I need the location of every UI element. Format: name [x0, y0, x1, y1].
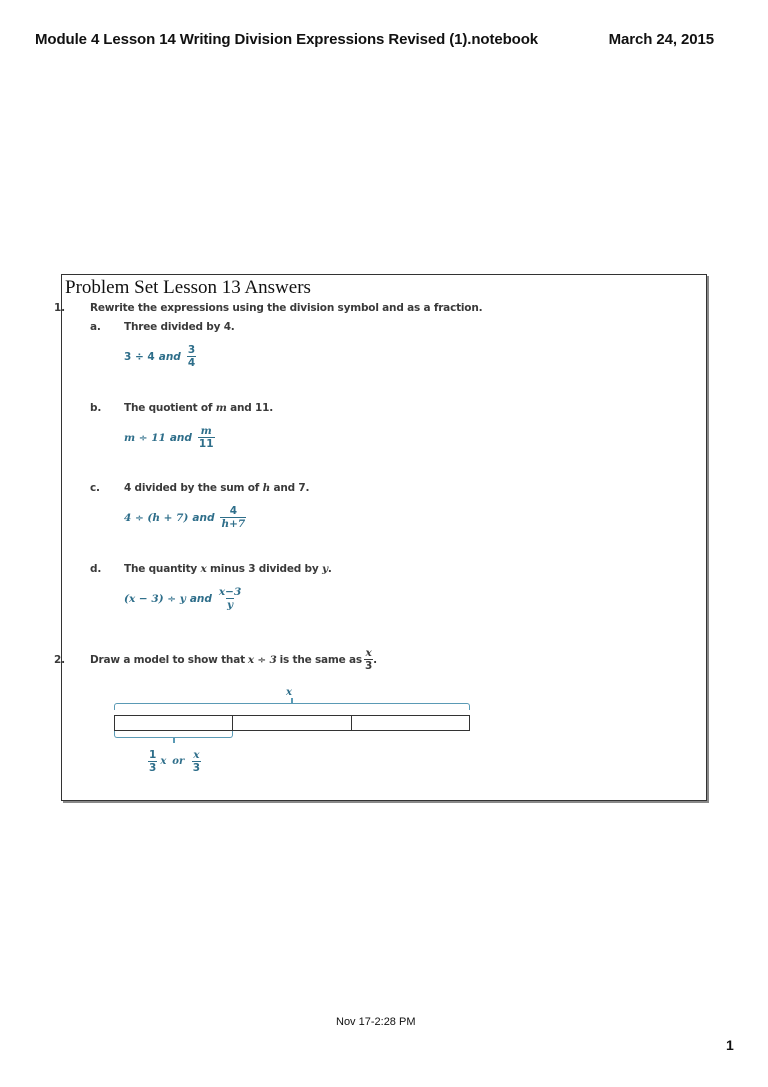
question-1	[54, 302, 65, 314]
footer-timestamp: Nov 17-2:28 PM	[336, 1016, 416, 1028]
fraction: $\frac{x-3}{y}$	[218, 586, 242, 611]
tape-bar	[114, 715, 470, 731]
question-1-text: Rewrite the expressions using the division symbol and as a fraction.	[90, 302, 483, 314]
fraction: $\frac{4}{h+7}$	[221, 505, 246, 530]
part-label: $\frac{1}{3}$ x or $\frac{x}{3}$	[146, 749, 204, 774]
fraction: $\frac{x}{3}$	[364, 647, 373, 672]
part-a-prompt: a. Three divided by 4.	[90, 321, 235, 333]
part-c-answer: 4 ÷ (h + 7) and $\frac{4}{h+7}$	[124, 505, 246, 530]
page-header	[35, 31, 714, 51]
fraction: $\frac{3}{4}$	[187, 344, 196, 369]
tape-segment	[233, 716, 351, 730]
page-number: 1	[726, 1037, 734, 1053]
slide-content	[54, 274, 707, 801]
part-d-answer: (x − 3) ÷ y and $\frac{x-3}{y}$	[124, 586, 242, 611]
part-c-prompt: c. 4 divided by the sum of h and 7.	[90, 482, 310, 494]
part-d-prompt: d. The quantity x minus 3 divided by y.	[90, 563, 332, 575]
tape-segment	[115, 716, 233, 730]
part-a-answer: 3 ÷ 4 and $\frac{3}{4}$	[124, 344, 196, 369]
question-2-text: Draw a model to show that x ÷ 3 is the same as $\frac{x}{3}$ .	[90, 647, 377, 672]
fraction: $\frac{m}{11}$	[198, 425, 214, 450]
part-brace	[114, 731, 233, 738]
part-b-prompt: b. The quotient of m and 11.	[90, 402, 274, 414]
header-date: March 24, 2015	[608, 31, 714, 48]
part-b-answer: m ÷ 11 and $\frac{m}{11}$	[124, 425, 214, 450]
whole-label: x	[286, 687, 292, 698]
notebook-title: Module 4 Lesson 14 Writing Division Expressions Revised (1).notebook	[35, 31, 539, 48]
question-1-number: 1.	[54, 302, 65, 314]
whole-brace	[114, 703, 470, 710]
slide-title: Problem Set Lesson 13 Answers	[65, 277, 311, 298]
tape-segment	[352, 716, 469, 730]
question-2-number: 2.	[54, 654, 65, 666]
fraction: $\frac{1}{3}$	[149, 749, 157, 774]
fraction: $\frac{x}{3}$	[192, 749, 201, 774]
